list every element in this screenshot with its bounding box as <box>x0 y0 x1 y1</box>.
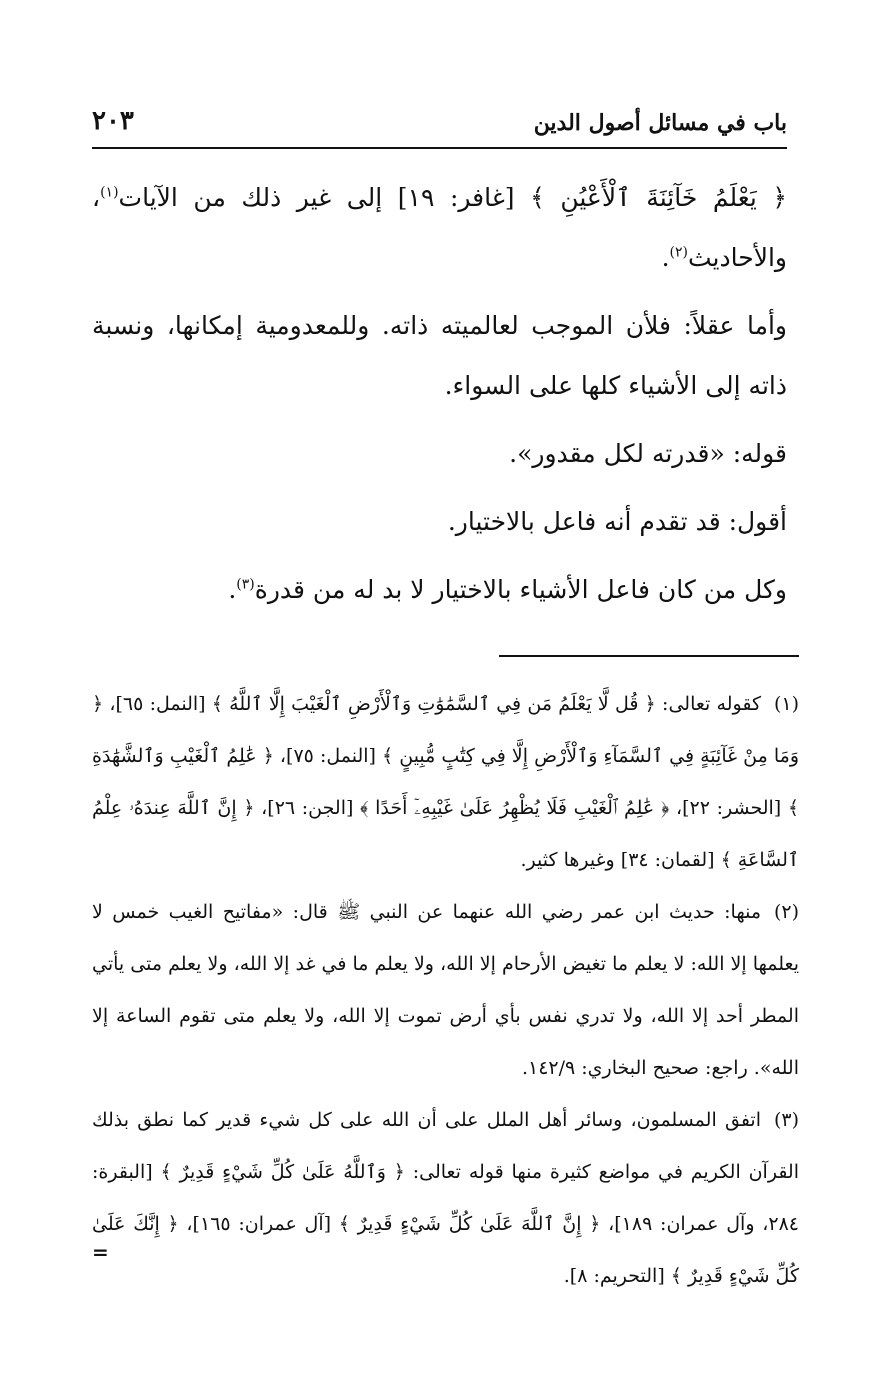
footnote-ref-1: (١) <box>100 184 119 201</box>
paragraph-3: قوله: «قدرته لكل مقدور». <box>509 439 787 468</box>
footnote-3-number: (٣) <box>773 1109 799 1131</box>
footnote-2 <box>92 886 799 1094</box>
paragraph-1-text: ﴿ يَعْلَمُ خَآئِنَةَ ٱلْأَعْيُنِ ﴾ [غافر: ١٩] إلى غير ذلك من الآيات <box>118 183 787 212</box>
paragraph-1-tail: ، والأحاديث <box>92 183 787 272</box>
paragraph-5 <box>92 560 787 620</box>
footnote-3 <box>92 1094 799 1302</box>
paragraph-5-end: . <box>228 575 237 604</box>
footnote-separator <box>499 655 799 657</box>
paragraph-5-text: وكل من كان فاعل الأشياء بالاختيار لا بد له من قدرة <box>254 575 787 604</box>
page-header <box>92 100 787 144</box>
footnote-2-number: (٢) <box>773 901 799 923</box>
footnote-3-text: اتفق المسلمون، وسائر أهل الملل على أن الله على كل شيء قدير كما نطق بذلك القرآن الكريم في مواضع كثيرة منها قوله تعالى: ﴿ وَٱللَّهُ عَلَىٰ كُلِّ شَيْءٍ قَدِيرٌ ﴾ [البقرة: ٢٨٤، وآل عمران: ١٨٩]، ﴿ إِنَّ ٱللَّهَ عَلَىٰ كُلِّ شَيْءٍ قَدِيرٌ ﴾ [آل عمران: ١٦٥]، ﴿ إِنَّكَ عَلَىٰ كُلِّ شَيْءٍ قَدِيرٌ ﴾ [التحريم: ٨]. <box>92 1109 800 1287</box>
continuation-mark: = <box>92 1240 109 1264</box>
footnote-1-text: كقوله تعالى: ﴿ قُل لَّا يَعْلَمُ مَن فِي ٱلسَّمَٰوَٰتِ وَٱلْأَرْضِ ٱلْغَيْبَ إِلَّا ٱللَّهُ ﴾ [النمل: ٦٥]، ﴿ وَمَا مِنْ غَآئِبَةٍ فِي ٱلسَّمَآءِ وَٱلْأَرْضِ إِلَّا فِي كِتَٰبٍ مُّبِينٍ ﴾ [النمل: ٧٥]، ﴿ عَٰلِمُ ٱلْغَيْبِ وَٱلشَّهَٰدَةِ ﴾ [الحشر: ٢٢]، ﴿ عَٰلِمُ ٱلْغَيْبِ فَلَا يُظْهِرُ عَلَىٰ غَيْبِهِۦٓ أَحَدًا ﴾ [الجن: ٢٦]، ﴿ إِنَّ ٱللَّهَ عِندَهُۥ عِلْمُ ٱلسَّاعَةِ ﴾ [لقمان: ٣٤] وغيرها كثير. <box>92 693 800 871</box>
footnote-ref-3: (٣) <box>236 576 255 593</box>
footnote-1-number: (١) <box>773 693 799 715</box>
footnote-2-text: منها: حديث ابن عمر رضي الله عنهما عن النبي ﷺ قال: «مفاتيح الغيب خمس لا يعلمها إلا الله: لا يعلم ما تغيض الأرحام إلا الله، ولا يعلم ما في غد إلا الله، ولا يعلم متى يأتي المطر أحد إلا الله، ولا تدري نفس بأي أرض تموت إلا الله، ولا يعلم متى تقوم الساعة إلا الله». راجع: صحيح البخاري: ١٤٢/٩. <box>92 901 799 1079</box>
header-rule <box>92 147 787 149</box>
footnote-1 <box>92 678 799 886</box>
paragraph-4: أقول: قد تقدم أنه فاعل بالاختيار. <box>447 507 787 536</box>
paragraph-1-end: . <box>661 243 670 272</box>
page-number: ٢٠٣ <box>92 106 134 136</box>
footnotes <box>92 678 799 1302</box>
paragraph-1 <box>92 168 787 288</box>
running-title: باب في مسائل أصول الدين <box>533 110 787 136</box>
paragraph-2: وأما عقلاً: فلأن الموجب لعالميته ذاته. وللمعدومية إمكانها، ونسبة ذاته إلى الأشياء كلها على السواء. <box>92 311 787 400</box>
footnote-ref-2: (٢) <box>669 244 688 261</box>
main-text <box>92 168 787 620</box>
